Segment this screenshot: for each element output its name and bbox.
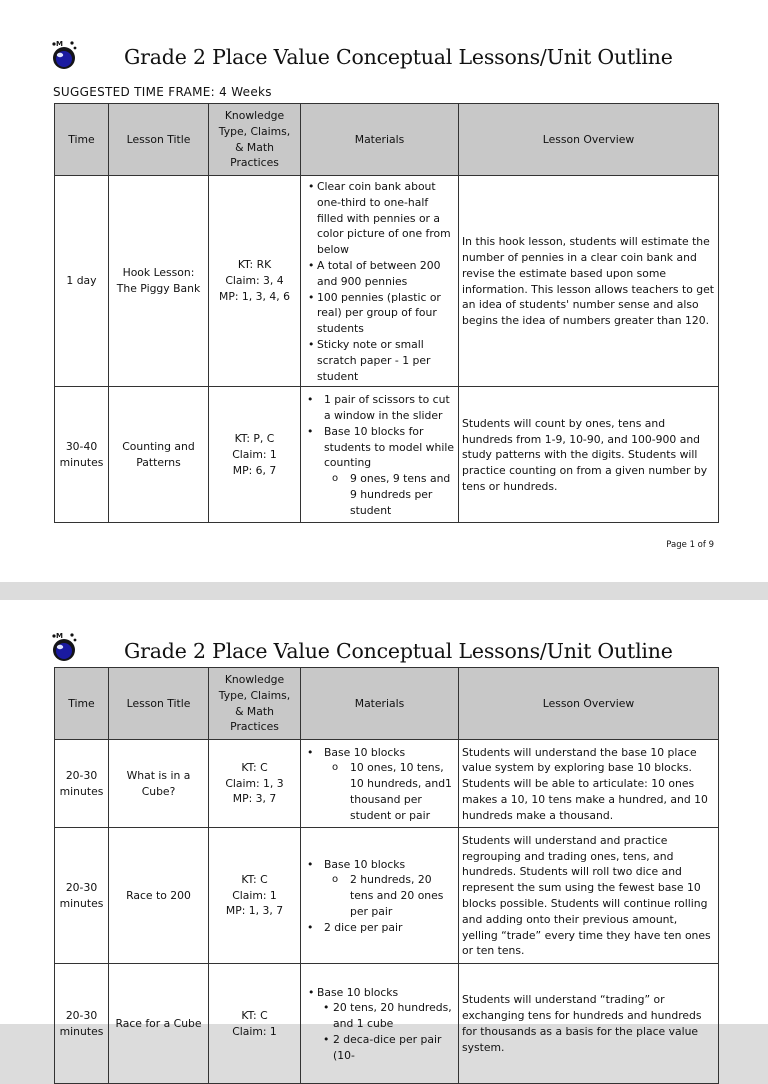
table-row bbox=[55, 387, 719, 523]
materials-list bbox=[304, 745, 455, 824]
time-cell: 1 day bbox=[55, 176, 109, 387]
time-cell: 30-40 minutes bbox=[55, 387, 109, 523]
materials-cell bbox=[301, 176, 459, 387]
header-lesson-title: Lesson Title bbox=[109, 104, 209, 176]
material-item-text: Base 10 blocks for students to model while counting bbox=[324, 424, 454, 470]
time-cell: 20-30 minutes bbox=[55, 740, 109, 828]
materials-sublist bbox=[324, 872, 455, 919]
header-materials: Materials bbox=[301, 104, 459, 176]
lesson-overview-cell: Students will understand and practice regrouping and trading ones, tens, and hundreds. Students will roll two dice and represent the sum using the fewest base 10 blocks possible. Students will continue rolling and adding onto their previous amount, yelling “trade” every time they have ten ones or ten tens. bbox=[459, 828, 719, 964]
knowledge-cell bbox=[209, 740, 301, 828]
mp-text: MP: 6, 7 bbox=[232, 463, 277, 477]
time-cell: 20-30 minutes bbox=[55, 828, 109, 964]
material-item: • A total of between 200 and 900 pennies bbox=[308, 258, 455, 290]
document-title: Grade 2 Place Value Conceptual Lessons/Unit Outline bbox=[124, 639, 673, 663]
globe-logo-icon bbox=[48, 630, 82, 664]
material-item bbox=[307, 424, 455, 519]
table-row bbox=[55, 740, 719, 828]
table-header-row bbox=[55, 104, 719, 176]
mp-text: MP: 1, 3, 4, 6 bbox=[219, 290, 290, 304]
globe-logo-icon bbox=[48, 38, 82, 72]
materials-list bbox=[304, 392, 455, 518]
materials-list bbox=[304, 857, 455, 936]
svg-text:M: M bbox=[56, 40, 63, 48]
kt-text: KT: C bbox=[241, 872, 268, 886]
lesson-overview-cell: Students will understand the base 10 place value system by exploring base 10 blocks. Students will be able to articulate: 10 ones makes a 10, 10 tens make a hundred, and 10 hundreds make a thousand. bbox=[459, 740, 719, 828]
header-lesson-title: Lesson Title bbox=[109, 668, 209, 740]
claim-text: Claim: 1 bbox=[232, 1024, 277, 1038]
table-row bbox=[55, 176, 719, 387]
material-item-text: Base 10 blocks bbox=[324, 745, 406, 759]
header-materials: Materials bbox=[301, 668, 459, 740]
mp-text: MP: 3, 7 bbox=[232, 792, 277, 806]
header-lesson-overview: Lesson Overview bbox=[459, 668, 719, 740]
page-number: Page 1 of 9 bbox=[666, 540, 714, 550]
material-subitem: o 10 ones, 10 tens, 10 hundreds, and1 thousand per student or pair bbox=[332, 760, 455, 823]
materials-cell bbox=[301, 740, 459, 828]
header-time: Time bbox=[55, 668, 109, 740]
unit-outline-table bbox=[54, 103, 719, 523]
material-item bbox=[307, 857, 455, 920]
header-knowledge-type: Knowledge Type, Claims, & Math Practices bbox=[209, 104, 301, 176]
timeframe-label: SUGGESTED TIME FRAME: bbox=[53, 85, 216, 99]
material-item: • 2 dice per pair bbox=[307, 920, 455, 936]
table-header-row bbox=[55, 668, 719, 740]
kt-text: KT: RK bbox=[237, 258, 272, 272]
materials-cell bbox=[301, 387, 459, 523]
unit-outline-table bbox=[54, 667, 719, 1084]
header-lesson-overview: Lesson Overview bbox=[459, 104, 719, 176]
lesson-overview-cell: In this hook lesson, students will estimate the number of pennies in a clear coin bank and revise the estimate based upon some information. This lesson allows teachers to get an idea of students' number sense and also begins the idea of numbers greater than 120. bbox=[459, 176, 719, 387]
materials-sublist bbox=[324, 471, 455, 518]
material-subitem: o 9 ones, 9 tens and 9 hundreds per student bbox=[332, 471, 455, 518]
document-title: Grade 2 Place Value Conceptual Lessons/Unit Outline bbox=[124, 45, 673, 69]
timeframe-value: 4 Weeks bbox=[219, 85, 272, 99]
materials-sublist bbox=[324, 760, 455, 823]
materials-list bbox=[304, 179, 455, 384]
material-subitem: • 20 tens, 20 hundreds, and 1 cube bbox=[323, 1000, 455, 1032]
lesson-overview-cell: Students will count by ones, tens and hundreds from 1-9, 10-90, and 100-900 and study patterns with the digits. Students will practice counting on from a given number by tens or hundreds. bbox=[459, 387, 719, 523]
claim-text: Claim: 1 bbox=[232, 888, 277, 902]
material-item-text: Base 10 blocks bbox=[324, 857, 406, 871]
kt-text: KT: C bbox=[241, 1008, 268, 1022]
lesson-title-cell: Race to 200 bbox=[109, 828, 209, 964]
document-page-2 bbox=[0, 600, 768, 1062]
lesson-title-cell: Race for a Cube bbox=[109, 964, 209, 1084]
lesson-title-cell: What is in a Cube? bbox=[109, 740, 209, 828]
material-item: • 100 pennies (plastic or real) per group of four students bbox=[308, 290, 455, 337]
knowledge-cell bbox=[209, 828, 301, 964]
lesson-title-cell: Hook Lesson: The Piggy Bank bbox=[109, 176, 209, 387]
material-item-text: Base 10 blocks bbox=[317, 985, 399, 999]
header-knowledge-type: Knowledge Type, Claims, & Math Practices bbox=[209, 668, 301, 740]
table-row bbox=[55, 828, 719, 964]
material-item bbox=[307, 745, 455, 824]
material-subitem: o 2 hundreds, 20 tens and 20 ones per pair bbox=[332, 872, 455, 919]
claim-text: Claim: 1 bbox=[232, 447, 277, 461]
claim-text: Claim: 1, 3 bbox=[225, 776, 284, 790]
material-item: • Sticky note or small scratch paper - 1 per student bbox=[308, 337, 455, 384]
mp-text: MP: 1, 3, 7 bbox=[225, 904, 284, 918]
claim-text: Claim: 3, 4 bbox=[225, 274, 284, 288]
lesson-overview-cell: Students will understand “trading” or exchanging tens for hundreds and hundreds for thousands as a basis for the place value system. bbox=[459, 964, 719, 1084]
kt-text: KT: C bbox=[241, 760, 268, 774]
materials-sublist bbox=[317, 1000, 455, 1063]
material-item: • 1 pair of scissors to cut a window in the slider bbox=[307, 392, 455, 424]
svg-text:M: M bbox=[56, 632, 63, 640]
suggested-time-frame bbox=[53, 85, 272, 99]
knowledge-cell bbox=[209, 176, 301, 387]
kt-text: KT: P, C bbox=[234, 432, 275, 446]
material-subitem: • 2 deca-dice per pair (10- bbox=[323, 1032, 455, 1064]
knowledge-cell bbox=[209, 387, 301, 523]
materials-cell bbox=[301, 828, 459, 964]
material-item: • Clear coin bank about one-third to one-half filled with pennies or a color picture of one from below bbox=[308, 179, 455, 258]
header-time: Time bbox=[55, 104, 109, 176]
lesson-title-cell: Counting and Patterns bbox=[109, 387, 209, 523]
time-cell: 20-30 minutes bbox=[55, 964, 109, 1084]
